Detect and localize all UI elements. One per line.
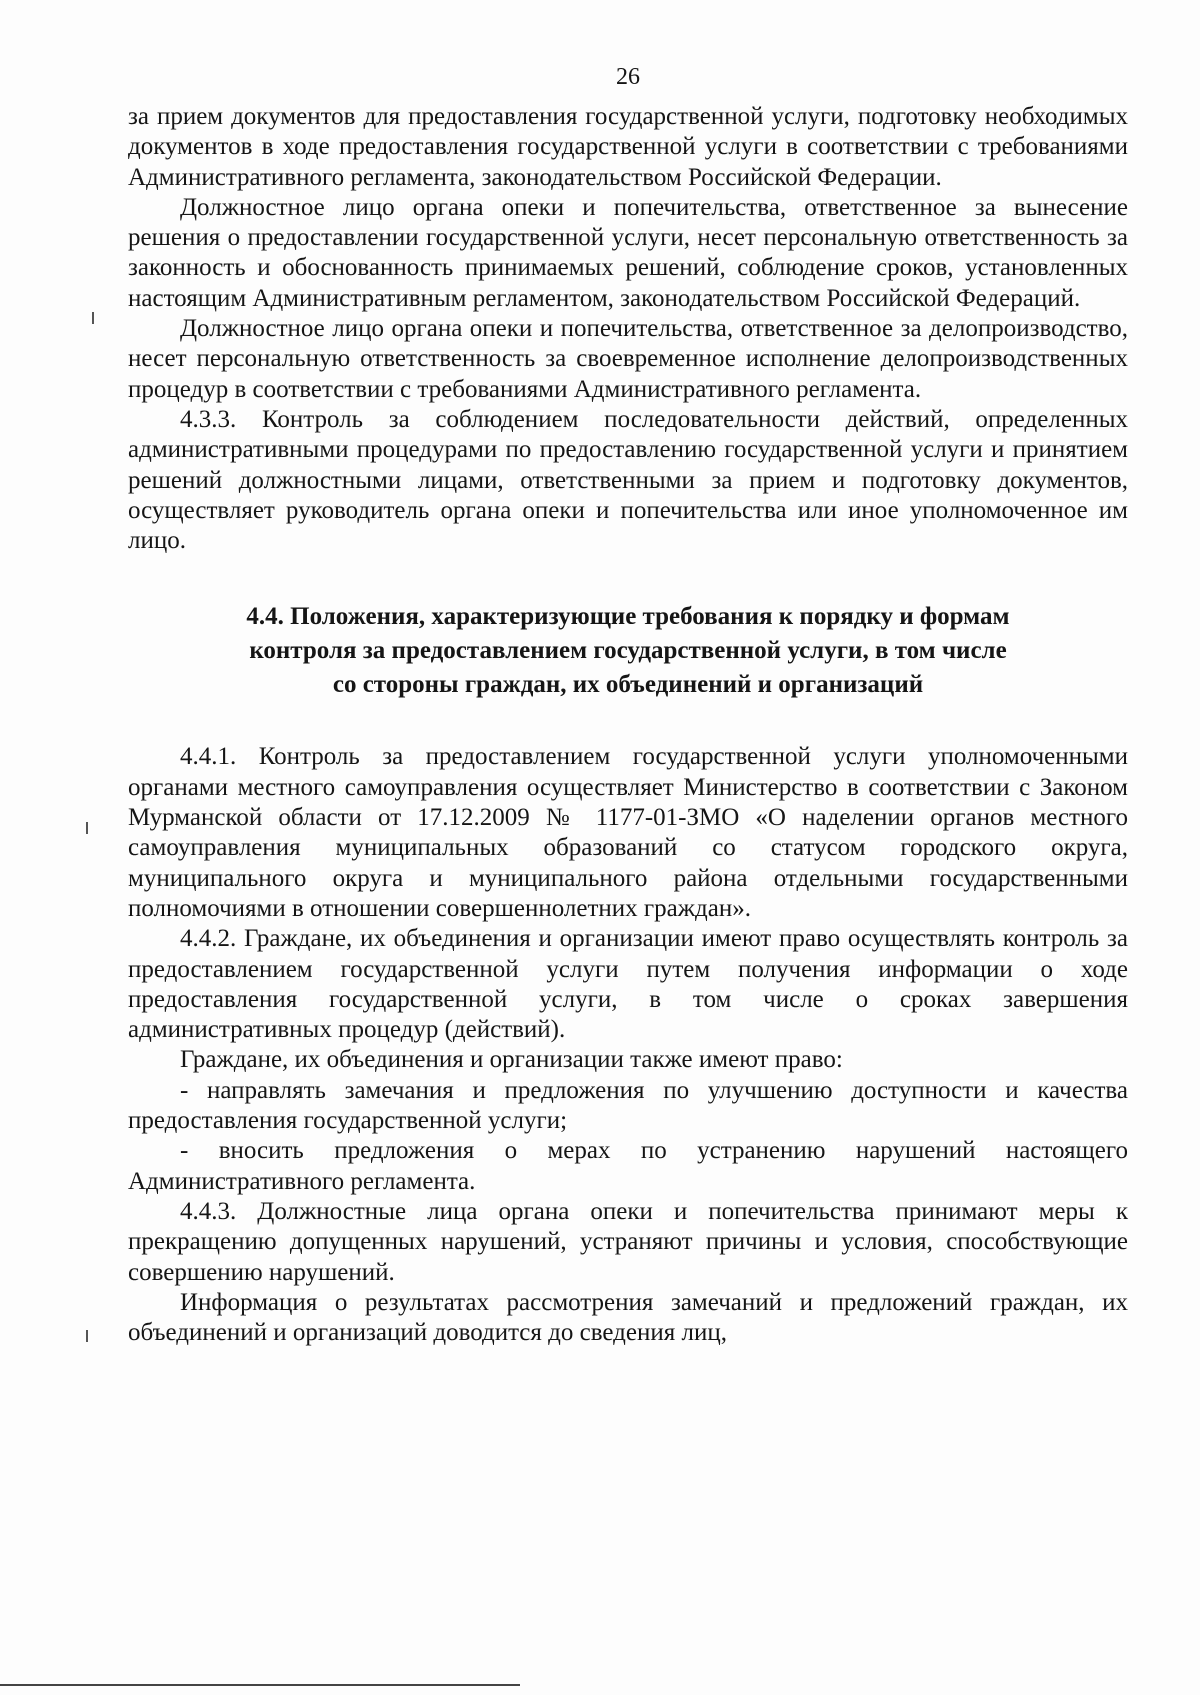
paragraph-continuation: за прием документов для предоставления государственной услуги, подготовку необходимых документов в ходе предоставления государственной услуги в соответствии с требованиями Административного регламента, законодательством Российской Федерации.	[128, 103, 1128, 191]
list-item: - вносить предложения о мерах по устранению нарушений настоящего Административного регламента.	[128, 1137, 1128, 1195]
document-body	[128, 60, 1128, 1348]
page-number: 26	[616, 64, 640, 90]
scan-mark	[86, 1330, 88, 1342]
section-heading-line: со стороны граждан, их объединений и организаций	[332, 671, 924, 699]
scan-mark	[86, 822, 88, 834]
scan-mark	[92, 312, 94, 324]
paragraph-4-4-2: 4.4.2. Граждане, их объединения и организации имеют право осуществлять контроль за предоставлением государственной услуги путем получения информации о ходе предоставления государственной услуги, в том числе о сроках завершения административных процедур (действий).	[128, 925, 1128, 1044]
list-item: - направлять замечания и предложения по улучшению доступности и качества предоставления государственной услуги;	[128, 1076, 1128, 1135]
paragraph-4-4-3: 4.4.3. Должностные лица органа опеки и попечительства принимают меры к прекращению допущенных нарушений, устраняют причины и условия, способствующие совершению нарушений.	[128, 1197, 1128, 1286]
section-heading-line: 4.4. Положения, характеризующие требования к порядку и формам	[246, 603, 1010, 631]
section-heading-4-4	[128, 600, 1128, 702]
paragraph: Должностное лицо органа опеки и попечительства, ответственное за делопроизводство, несет персональную ответственность за своевременное исполнение делопроизводственных процедур в соответствии с требованиями Административного регламента.	[128, 315, 1128, 403]
paragraph-4-4-1: 4.4.1. Контроль за предоставлением государственной услуги уполномоченными органами местного самоуправления осуществляет Министерство в соответствии с Законом Мурманской области от 17.12.2009 № 1177-01-ЗМО «О наделении органов местного самоуправления муниципальных образований со статусом городского округа, муниципального округа и муниципального района отдельными государственными полномочиями в отношении совершеннолетних граждан».	[128, 743, 1128, 922]
paragraph-4-3-3: 4.3.3. Контроль за соблюдением последовательности действий, определенных административными процедурами по предоставлению государственной услуги и принятием решений должностными лицами, ответственными за прием и подготовку документов, осуществляет руководитель органа опеки и попечительства или иное уполномоченное им лицо.	[128, 405, 1128, 555]
paragraph: Граждане, их объединения и организации также имеют право:	[180, 1046, 843, 1074]
paragraph: Информация о результатах рассмотрения замечаний и предложений граждан, их объединений и организаций доводится до сведения лиц,	[128, 1288, 1128, 1347]
section-heading-line: контроля за предоставлением государственной услуги, в том числе	[249, 637, 1007, 665]
paragraph: Должностное лицо органа опеки и попечительства, ответственное за вынесение решения о предоставлении государственной услуги, несет персональную ответственность за законность и обоснованность принимаемых решений, соблюдение сроков, установленных настоящим Административным регламентом, законодательством Российской Федераций.	[128, 193, 1128, 312]
scan-edge-line	[0, 1684, 520, 1686]
